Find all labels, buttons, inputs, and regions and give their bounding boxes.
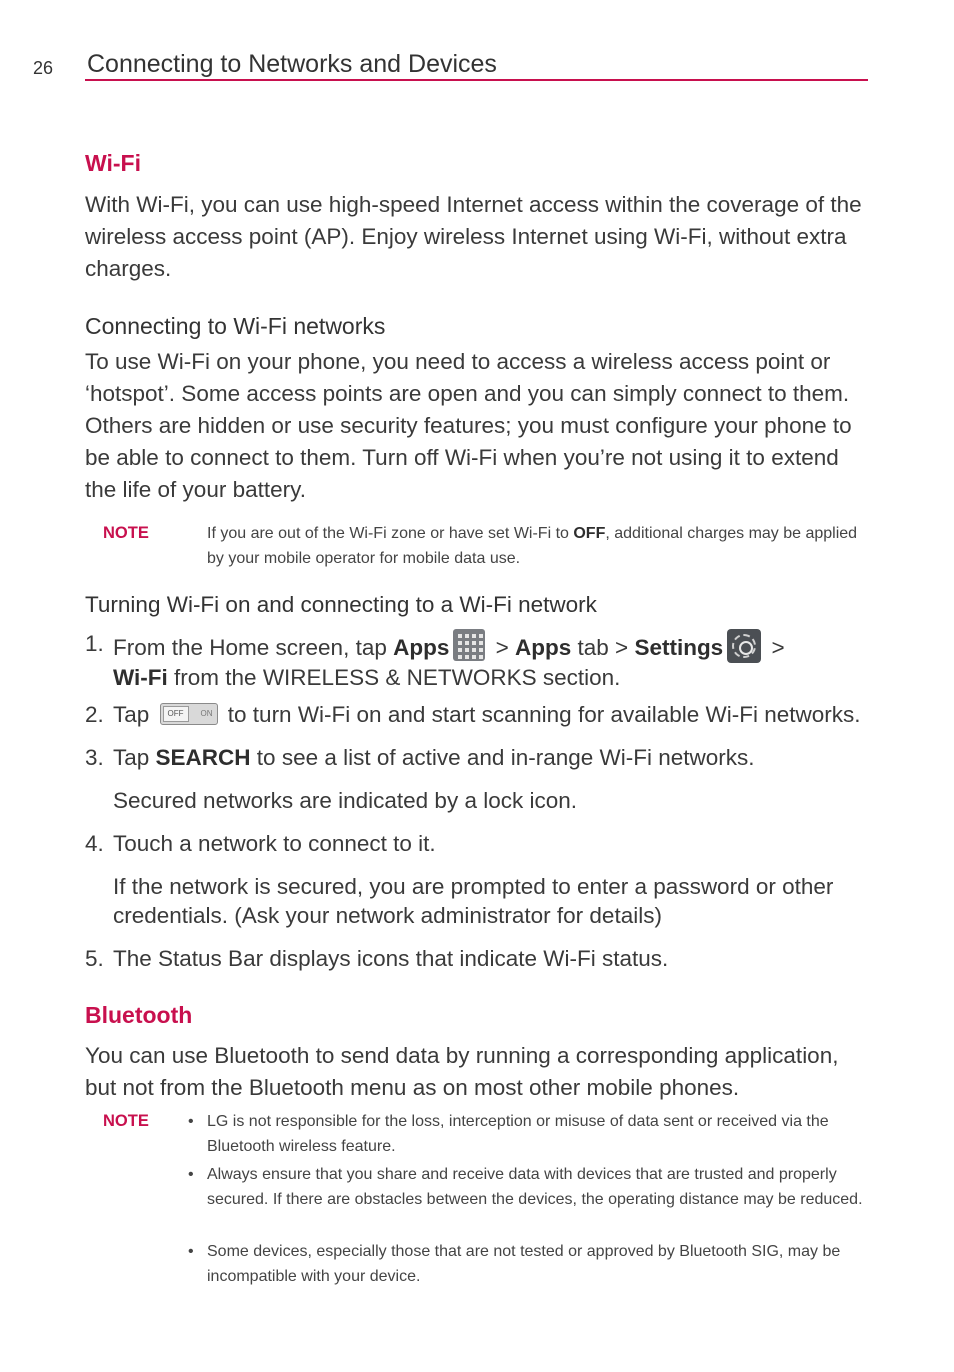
apps-tab-label: Apps (515, 635, 572, 660)
separator: > (765, 635, 785, 660)
bluetooth-note-label: NOTE (103, 1112, 149, 1130)
wifi-intro: With Wi-Fi, you can use high-speed Internet access within the coverage of the wireless access point (AP). Enjoy wireless Internet using Wi-Fi, without extra charges. (85, 192, 862, 281)
note-text-pre: If you are out of the Wi-Fi zone or have set Wi-Fi to (207, 525, 574, 542)
bullet: • (188, 1243, 194, 1260)
turning-heading: Turning Wi-Fi on and connecting to a Wi-Fi network (85, 592, 597, 617)
bluetooth-note-3: Some devices, especially those that are not tested or approved by Bluetooth SIG, may be incompatible with your device. (207, 1243, 841, 1285)
step-1-number: 1. (85, 631, 104, 656)
step-2-text: to turn Wi-Fi on and start scanning for available Wi-Fi networks. (221, 702, 861, 727)
step-4-sub: If the network is secured, you are prompted to enter a password or other credentials. (Ask your network administrator for details) (113, 874, 834, 928)
step-3-text: to see a list of active and in-range Wi-Fi networks. (250, 745, 755, 770)
bluetooth-intro: You can use Bluetooth to send data by running a corresponding application, but not from the Bluetooth menu as on most other mobile phones. (85, 1043, 839, 1100)
settings-gear-icon (727, 629, 761, 663)
connecting-heading: Connecting to Wi-Fi networks (85, 313, 386, 339)
step-1-end: from the WIRELESS & NETWORKS section. (167, 665, 621, 690)
bluetooth-heading: Bluetooth (85, 1002, 193, 1028)
step-1 (113, 629, 873, 692)
header-rule (85, 79, 868, 81)
step-3-number: 3. (85, 745, 104, 770)
page-number: 26 (33, 58, 54, 78)
step-2 (113, 700, 873, 729)
step-4: Touch a network to connect to it. (113, 831, 436, 856)
step-3 (113, 743, 873, 772)
settings-label: Settings (634, 635, 724, 660)
step-4-number: 4. (85, 831, 104, 856)
toggle-on-label: ON (200, 709, 213, 718)
note-label: NOTE (103, 524, 149, 542)
step-3-tap: Tap (113, 745, 156, 770)
step-2-number: 2. (85, 702, 104, 727)
wifi-note (207, 521, 867, 571)
toggle-off-label: OFF (163, 706, 189, 722)
apps-label: Apps (393, 635, 450, 660)
step-5-number: 5. (85, 946, 104, 971)
note-text-post: , additional charges may be applied by your mobile operator for mobile data use. (207, 525, 858, 567)
search-label: SEARCH (155, 745, 251, 770)
connecting-text: To use Wi-Fi on your phone, you need to access a wireless access point or ‘hotspot’. Some access points are open and you can simply connect to them. Others are hidden or use security features; you must configure your phone to be able to connect to them. Turn off Wi-Fi when you’re not using it to extend the life of your battery. (85, 349, 852, 502)
step-3-sub: Secured networks are indicated by a lock icon. (113, 788, 577, 813)
step-2-tap: Tap (113, 702, 156, 727)
wifi-heading: Wi-Fi (85, 150, 141, 176)
wifi-label: Wi-Fi (113, 665, 168, 690)
step-5: The Status Bar displays icons that indicate Wi-Fi status. (113, 946, 669, 971)
wifi-toggle-icon (160, 703, 218, 725)
bullet: • (188, 1113, 194, 1130)
bullet: • (188, 1166, 194, 1183)
separator: > (489, 635, 516, 660)
bluetooth-note-2: Always ensure that you share and receive data with devices that are trusted and properly secured. If there are obstacles between the devices, the operating distance may be reduced. (207, 1166, 863, 1208)
tab-text: tab > (571, 635, 635, 660)
apps-grid-icon (453, 629, 485, 661)
note-off: OFF (573, 525, 606, 542)
chapter-title: Connecting to Networks and Devices (87, 50, 497, 78)
step-1-text: From the Home screen, tap (113, 635, 394, 660)
bluetooth-note-1: LG is not responsible for the loss, interception or misuse of data sent or received via the Bluetooth wireless feature. (207, 1113, 829, 1155)
